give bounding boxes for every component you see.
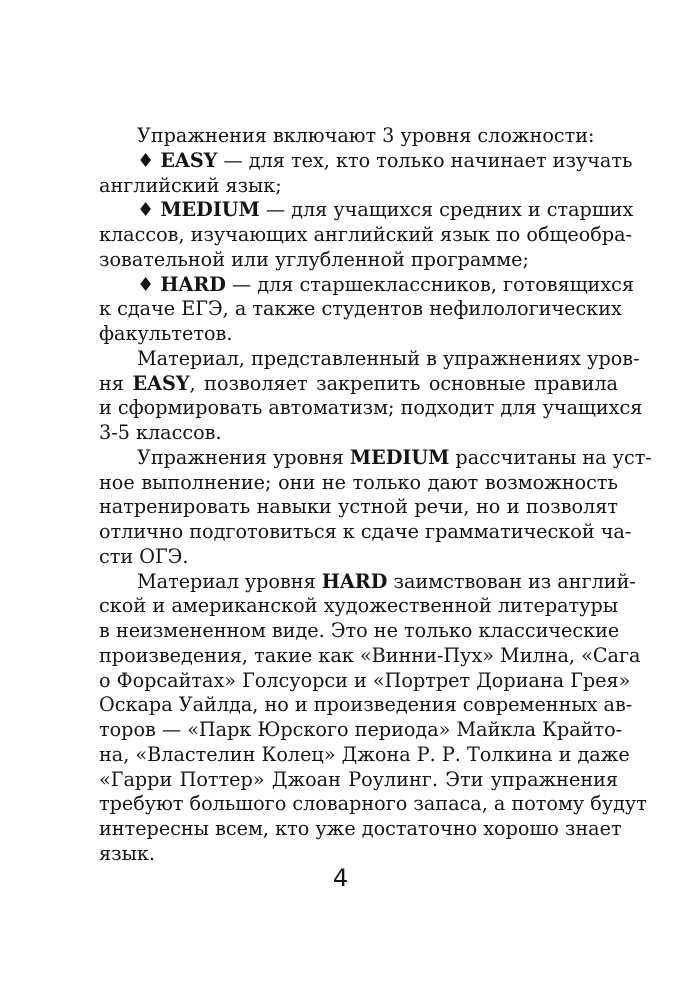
text-run: зовательной или углубленной программе; <box>99 247 529 271</box>
text-run: ской и американской художественной литературы <box>99 594 618 618</box>
text-run: сти ОГЭ. <box>99 544 189 568</box>
text-line <box>99 471 618 496</box>
page-number: 4 <box>332 864 349 892</box>
list-item-medium <box>99 198 634 272</box>
text-line <box>99 322 618 347</box>
text-line <box>99 545 618 570</box>
text-run: торов — «Парк Юрского периода» Майкла Крайто- <box>99 718 623 741</box>
text-run: , позволяет закрепить основные правила <box>189 371 618 395</box>
text-line <box>99 594 618 619</box>
text-line <box>99 718 623 743</box>
paragraph-hard-description <box>99 569 647 867</box>
text-run: Упражнения включают 3 уровня сложности: <box>137 124 595 147</box>
list-item-easy <box>99 148 633 199</box>
text-line <box>99 445 652 471</box>
text-run: к сдаче ЕГЭ, а также студентов нефилологических <box>99 297 622 321</box>
text-line <box>99 520 632 545</box>
text-run: о Форсайтах» Голсуорси и «Портрет Дориана Грея» <box>99 668 631 692</box>
text-line <box>99 198 634 223</box>
bullet-diamond-icon: ♦ <box>137 198 161 222</box>
text-line <box>99 148 633 174</box>
text-line <box>99 174 618 199</box>
text-line <box>99 668 631 694</box>
text-run: ное выполнение; они не только дают возможность <box>99 470 618 494</box>
level-easy-term: EASY <box>160 148 218 172</box>
text-line <box>99 742 630 768</box>
paragraph-easy-description <box>99 346 643 446</box>
level-medium-term: MEDIUM <box>349 445 450 469</box>
text-run: интересны всем, кто уже достаточно хорошо знает <box>99 817 622 840</box>
text-run: и сформировать автоматизм; подходит для учащихся <box>99 396 643 420</box>
text-run: 3-5 классов. <box>99 421 222 444</box>
text-line <box>99 495 618 520</box>
text-line <box>99 396 643 421</box>
text-line <box>99 248 618 273</box>
level-medium-term: MEDIUM <box>160 198 260 222</box>
text-run: классов, изучающих английский язык по общеобра- <box>99 223 633 246</box>
text-run: — для учащихся средних и старших <box>259 198 634 222</box>
text-line <box>99 569 636 595</box>
level-hard-term: HARD <box>321 569 388 593</box>
text-line <box>99 223 633 248</box>
text-run: язык. <box>99 841 155 865</box>
text-run: «Гарри Поттер» Джоан Роулинг. Эти упражнения <box>99 767 618 791</box>
text-run: на, «Властелин Колец» Джона Р. Р. Толкина и даже <box>99 742 630 766</box>
text-line <box>99 619 618 644</box>
text-run: в неизмененном виде. Это не только классические <box>99 619 620 642</box>
text-line <box>99 693 633 718</box>
text-run: английский язык; <box>99 173 282 197</box>
bullet-diamond-icon: ♦ <box>137 272 161 296</box>
text-line <box>99 272 635 298</box>
text-line <box>99 421 618 446</box>
text-run: Упражнения уровня <box>137 445 350 469</box>
text-line <box>99 792 647 817</box>
text-run: заимствован из англий- <box>387 569 636 593</box>
text-run: отлично подготовиться к сдаче грамматической ча- <box>99 520 632 543</box>
text-run: рассчитаны на уст- <box>449 445 652 469</box>
text-run: Материал уровня <box>137 569 322 593</box>
level-hard-term: HARD <box>160 272 226 296</box>
text-run: — для старшеклассников, готовящихся <box>225 272 635 296</box>
text-run: требуют большого словарного запаса, а потому будут <box>99 792 647 816</box>
bullet-diamond-icon: ♦ <box>137 148 161 172</box>
paragraph-medium-description <box>99 445 652 570</box>
text-line <box>99 768 618 793</box>
text-run: Материал, представленный в упражнениях уров- <box>137 346 640 370</box>
text-line <box>99 346 640 372</box>
text-run: — для тех, кто только начинает изучать <box>217 148 633 172</box>
text-run: натренировать навыки устной речи, но и позволят <box>99 495 618 519</box>
text-run: Оскара Уайлда, но и произведения современных ав- <box>99 693 633 717</box>
text-line <box>99 297 622 322</box>
text-line <box>99 817 622 842</box>
level-easy-term: EASY <box>132 371 190 395</box>
page-body <box>99 124 652 867</box>
text-run: ня <box>99 371 133 395</box>
text-run: факультетов. <box>99 322 233 345</box>
text-line <box>99 124 618 149</box>
list-item-hard <box>99 272 635 347</box>
text-run: произведения, такие как «Винни-Пух» Милна, «Сага <box>99 643 641 667</box>
text-line <box>99 372 618 397</box>
text-line <box>99 643 641 669</box>
paragraph-levels-intro <box>99 124 618 149</box>
text-line <box>99 842 618 867</box>
